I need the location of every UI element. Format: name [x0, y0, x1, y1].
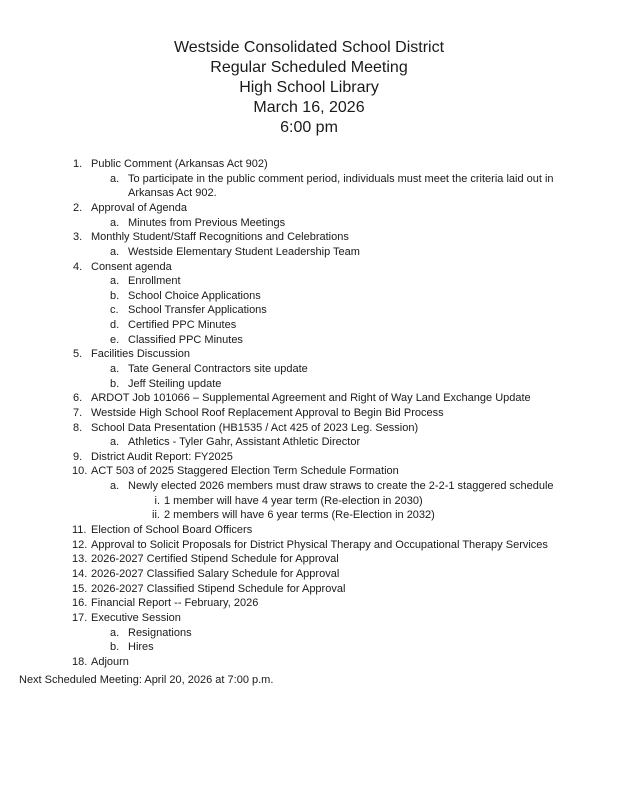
item-number: 16.	[72, 597, 88, 610]
agenda-item	[0, 201, 618, 216]
agenda-subitem	[0, 172, 618, 201]
subitem-text: Enrollment	[128, 275, 181, 288]
item-number: 8.	[73, 421, 83, 434]
agenda-subitem	[0, 377, 618, 392]
agenda-subitem	[0, 435, 618, 450]
subitem-text: Jeff Steiling update	[128, 377, 222, 390]
agenda-subitem	[0, 640, 618, 655]
agenda-item	[0, 464, 618, 479]
item-text: 2026-2027 Certified Stipend Schedule for Approval	[91, 553, 339, 566]
subitem-marker: b.	[110, 289, 120, 302]
subitem-text: To participate in the public comment period, individuals must meet the criteria laid out in Arkansas Act 902.	[128, 172, 554, 200]
subitem-text: Resignations	[128, 626, 192, 639]
item-number: 9.	[73, 450, 83, 463]
agenda-item	[0, 567, 618, 582]
agenda-item	[0, 391, 618, 406]
subitem-text: Classified PPC Minutes	[128, 333, 243, 346]
agenda-subitem	[0, 479, 618, 494]
district-name: Westside Consolidated School District	[173, 39, 445, 56]
subitem-marker: a.	[110, 275, 120, 288]
agenda-subitem	[0, 303, 618, 318]
subitem-text: Hires	[128, 641, 154, 654]
item-text: Consent agenda	[91, 260, 172, 273]
subitem-marker: a.	[110, 480, 120, 493]
subitem-text: Tate General Contractors site update	[128, 362, 308, 375]
agenda-subsubitem	[0, 508, 618, 523]
item-number: 18.	[72, 655, 88, 668]
subitem-marker: a.	[110, 362, 120, 375]
subsubitem-marker: ii.	[152, 509, 160, 522]
item-number: 13.	[72, 553, 88, 566]
item-number: 1.	[73, 158, 83, 170]
subitem-text: Certified PPC Minutes	[128, 319, 237, 332]
item-text: Executive Session	[91, 611, 181, 624]
subitem-text: School Transfer Applications	[128, 304, 267, 317]
agenda-subitem	[0, 289, 618, 304]
item-number: 5.	[73, 348, 83, 361]
item-text: Adjourn	[91, 655, 129, 668]
subsubitem-text: 2 members will have 6 year terms (Re-Election in 2032)	[164, 509, 435, 522]
subsubitem-text: 1 member will have 4 year term (Re-election in 2030)	[164, 494, 423, 507]
item-text: 2026-2027 Classified Stipend Schedule for Approval	[91, 582, 346, 595]
agenda-item	[0, 655, 618, 670]
agenda-subitem	[0, 274, 618, 289]
item-text: Facilities Discussion	[91, 348, 191, 361]
agenda-item	[0, 523, 618, 538]
item-text: Financial Report -- February, 2026	[91, 597, 259, 610]
agenda-item	[0, 596, 618, 611]
meeting-date: March 16, 2026	[253, 99, 365, 116]
item-number: 7.	[73, 406, 83, 419]
subitem-text: Minutes from Previous Meetings	[128, 216, 286, 229]
meeting-type: Regular Scheduled Meeting	[210, 59, 408, 76]
agenda-subitem	[0, 362, 618, 377]
subitem-text: School Choice Applications	[128, 289, 261, 302]
agenda-subitem	[0, 626, 618, 641]
item-number: 11.	[72, 524, 87, 537]
item-number: 14.	[72, 567, 88, 580]
next-meeting-note: Next Scheduled Meeting: April 20, 2026 at 7:00 p.m.	[19, 674, 274, 686]
subitem-marker: a.	[110, 626, 120, 639]
subitem-marker: d.	[110, 319, 120, 332]
item-text: Election of School Board Officers	[91, 524, 253, 537]
agenda-item	[0, 450, 618, 465]
subitem-text: Athletics - Tyler Gahr, Assistant Athletic Director	[128, 436, 361, 449]
item-number: 3.	[73, 231, 83, 244]
agenda-subitem	[0, 216, 618, 231]
agenda-item	[0, 611, 618, 626]
meeting-location: High School Library	[239, 79, 379, 96]
subitem-marker: a.	[110, 172, 120, 185]
subitem-marker: c.	[110, 304, 119, 317]
item-number: 6.	[73, 392, 83, 405]
item-text: ARDOT Job 101066 – Supplemental Agreement and Right of Way Land Exchange Update	[91, 392, 531, 405]
item-number: 15.	[72, 582, 88, 595]
item-text: Approval of Agenda	[91, 201, 188, 214]
agenda-list	[0, 157, 618, 669]
document-header	[0, 38, 618, 138]
item-number: 17.	[72, 611, 88, 624]
subitem-marker: e.	[110, 333, 120, 346]
subitem-text: Newly elected 2026 members must draw straws to create the 2-2-1 staggered schedule	[128, 480, 554, 493]
item-text: School Data Presentation (HB1535 / Act 425 of 2023 Leg. Session)	[91, 421, 419, 434]
item-text: Westside High School Roof Replacement Approval to Begin Bid Process	[91, 406, 444, 419]
agenda-subitem	[0, 318, 618, 333]
item-number: 12.	[72, 538, 88, 551]
agenda-item	[0, 538, 618, 553]
agenda-subitem	[0, 333, 618, 348]
item-number: 10.	[72, 465, 88, 478]
subitem-marker: a.	[110, 245, 120, 258]
item-text: District Audit Report: FY2025	[91, 450, 233, 463]
item-number: 4.	[73, 260, 83, 273]
subitem-marker: b.	[110, 641, 120, 654]
item-text: Approval to Solicit Proposals for District Physical Therapy and Occupational Therapy Services	[91, 538, 548, 551]
agenda-item	[0, 347, 618, 362]
agenda-item	[0, 421, 618, 436]
meeting-time: 6:00 pm	[280, 119, 338, 136]
agenda-item	[0, 582, 618, 597]
subitem-marker: a.	[110, 216, 120, 229]
item-text: Monthly Student/Staff Recognitions and Celebrations	[91, 231, 349, 244]
item-text: 2026-2027 Classified Salary Schedule for Approval	[91, 567, 340, 580]
subitem-marker: a.	[110, 436, 120, 449]
subsubitem-marker: i.	[154, 494, 160, 507]
agenda-item	[0, 230, 618, 245]
subitem-marker: b.	[110, 377, 120, 390]
agenda-item	[0, 157, 618, 172]
agenda-subitem	[0, 245, 618, 260]
item-text: Public Comment (Arkansas Act 902)	[91, 158, 268, 170]
agenda-item	[0, 552, 618, 567]
item-text: ACT 503 of 2025 Staggered Election Term Schedule Formation	[91, 465, 399, 478]
agenda-item	[0, 260, 618, 275]
agenda-item	[0, 406, 618, 421]
subitem-text: Westside Elementary Student Leadership Team	[128, 245, 360, 258]
item-number: 2.	[73, 201, 83, 214]
agenda-subsubitem	[0, 494, 618, 509]
